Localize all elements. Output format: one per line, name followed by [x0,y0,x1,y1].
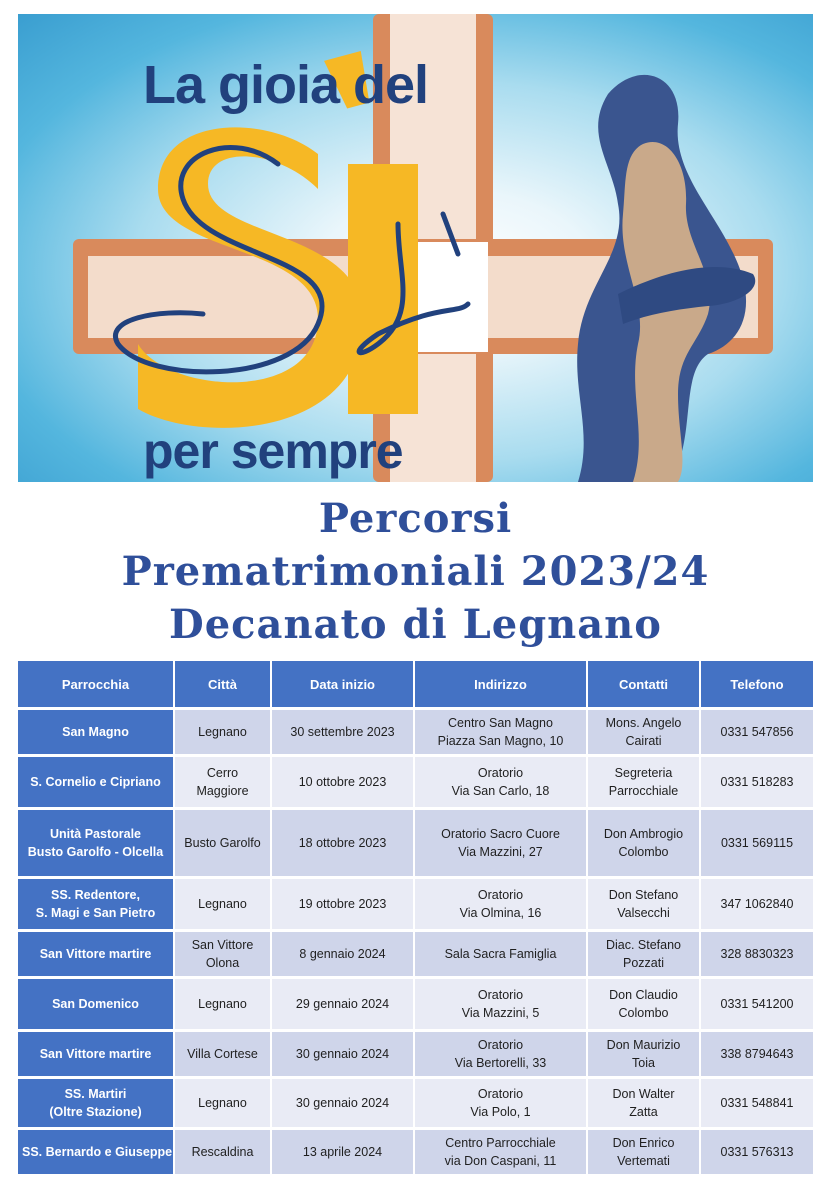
header-data-inizio: Data inizio [272,661,415,707]
cell-citta-line: Rescaldina [191,1145,254,1159]
cell-indirizzo [415,1032,588,1076]
table-row [18,757,813,807]
cell-indirizzo-line: Centro Parrocchiale [445,1136,556,1150]
cell-citta [175,810,272,876]
cell-contatti [588,810,701,876]
cell-indirizzo-line: via Don Caspani, 11 [444,1154,557,1168]
cell-citta-line: Legnano [198,1096,247,1110]
header-telefono: Telefono [701,661,813,707]
table-row [18,810,813,876]
header-contatti: Contatti [588,661,701,707]
table-row [18,932,813,976]
cell-contatti [588,1032,701,1076]
cell-data-inizio: 13 aprile 2024 [272,1130,415,1174]
cell-parrocchia-line: (Oltre Stazione) [49,1105,142,1119]
cell-parrocchia-line: San Domenico [52,997,139,1011]
cell-indirizzo [415,810,588,876]
cell-telefono: 0331 576313 [701,1130,813,1174]
cell-contatti-line: Vertemati [617,1154,670,1168]
cell-citta [175,979,272,1029]
cell-indirizzo-line: Via Olmina, 16 [459,906,542,920]
table-row [18,1130,813,1174]
cell-contatti-line: Diac. Stefano [605,938,682,952]
cell-parrocchia [18,1130,175,1174]
cell-indirizzo [415,979,588,1029]
cell-citta [175,757,272,807]
cell-parrocchia [18,932,175,976]
cell-parrocchia-line: S. Magi e San Pietro [35,906,156,920]
cell-contatti [588,1130,701,1174]
table-header-row [18,661,813,707]
header-parrocchia: Parrocchia [18,661,175,707]
cell-parrocchia-line: SS. Bernardo e Giuseppe [22,1145,173,1159]
banner-tagline-bottom: per sempre [143,423,403,479]
cell-telefono: 0331 547856 [701,710,813,754]
header-indirizzo: Indirizzo [415,661,588,707]
cell-citta [175,879,272,929]
cell-contatti [588,979,701,1029]
cell-citta-line: Cerro [206,766,239,780]
cell-data-inizio: 18 ottobre 2023 [272,810,415,876]
cell-citta-line: Busto Garolfo [184,836,261,850]
cell-citta-line: Legnano [198,997,247,1011]
cell-contatti-line: Don Claudio [609,988,678,1002]
table-row [18,979,813,1029]
cell-parrocchia [18,979,175,1029]
cell-indirizzo-line: Centro San Magno [448,716,553,730]
cell-data-inizio: 30 settembre 2023 [272,710,415,754]
cell-citta-line: San Vittore [191,938,254,952]
cell-contatti [588,932,701,976]
cell-indirizzo-line: Via Mazzini, 5 [461,1006,540,1020]
cell-contatti-line: Don Stefano [608,888,679,902]
cell-parrocchia-line: San Vittore martire [39,1047,152,1061]
cell-contatti-line: Segreteria [614,766,673,780]
cell-indirizzo-line: Oratorio [477,1087,524,1101]
cell-telefono: 0331 541200 [701,979,813,1029]
cell-indirizzo-line: Via Polo, 1 [470,1105,531,1119]
cell-parrocchia-line: SS. Martiri [64,1087,127,1101]
cell-parrocchia [18,810,175,876]
cell-indirizzo [415,1130,588,1174]
title-line-1: Percorsi [318,495,513,542]
cell-contatti-line: Don Maurizio [606,1038,681,1052]
cell-indirizzo [415,710,588,754]
cell-parrocchia [18,757,175,807]
cell-parrocchia-line: San Magno [62,725,129,739]
cell-indirizzo-line: Via Bertorelli, 33 [454,1056,547,1070]
cell-contatti-line: Colombo [618,1006,669,1020]
cell-contatti-line: Valsecchi [617,906,670,920]
cell-indirizzo [415,757,588,807]
cell-indirizzo [415,879,588,929]
cell-indirizzo-line: Oratorio [477,888,524,902]
cell-contatti [588,1079,701,1127]
page-title [0,492,831,651]
cell-contatti-line: Don Enrico [612,1136,675,1150]
cell-contatti [588,757,701,807]
cell-parrocchia-line: Unità Pastorale [49,827,141,841]
cell-contatti-line: Pozzati [623,956,664,970]
cell-data-inizio: 8 gennaio 2024 [272,932,415,976]
cell-indirizzo [415,932,588,976]
cell-indirizzo [415,1079,588,1127]
cell-citta-line: Maggiore [196,784,249,798]
cell-parrocchia-line: Busto Garolfo - Olcella [27,845,164,859]
cell-indirizzo-line: Oratorio [477,1038,524,1052]
cell-indirizzo-line: Sala Sacra Famiglia [444,947,557,961]
cell-parrocchia-line: San Vittore martire [39,947,152,961]
cell-data-inizio: 30 gennaio 2024 [272,1032,415,1076]
cell-contatti-line: Cairati [625,734,662,748]
cell-data-inizio: 19 ottobre 2023 [272,879,415,929]
cell-telefono: 347 1062840 [701,879,813,929]
cell-contatti-line: Parrocchiale [608,784,679,798]
cell-telefono: 0331 548841 [701,1079,813,1127]
cell-parrocchia-line: SS. Redentore, [51,888,140,902]
cell-indirizzo-line: Via Mazzini, 27 [458,845,543,859]
cell-contatti [588,879,701,929]
cell-citta-line: Legnano [198,897,247,911]
cell-data-inizio: 29 gennaio 2024 [272,979,415,1029]
cell-contatti-line: Colombo [618,845,669,859]
cell-contatti-line: Don Ambrogio [603,827,684,841]
cell-citta [175,1130,272,1174]
cell-telefono: 328 8830323 [701,932,813,976]
cell-citta [175,1032,272,1076]
cell-telefono: 0331 569115 [701,810,813,876]
cell-data-inizio: 30 gennaio 2024 [272,1079,415,1127]
header-citta: Città [175,661,272,707]
cell-data-inizio: 10 ottobre 2023 [272,757,415,807]
cell-parrocchia [18,879,175,929]
schedule-table [18,661,813,1177]
title-line-2: Prematrimoniali 2023/24 [121,548,710,595]
cell-citta-line: Villa Cortese [187,1047,258,1061]
cell-contatti-line: Zatta [629,1105,658,1119]
cell-contatti-line: Toia [632,1056,655,1070]
cell-parrocchia [18,1032,175,1076]
cell-contatti [588,710,701,754]
cell-parrocchia [18,710,175,754]
table-body [18,710,813,1174]
banner-tagline-top: La gioia del [143,55,429,115]
cell-telefono: 0331 518283 [701,757,813,807]
table-row [18,710,813,754]
table-row [18,879,813,929]
cell-citta-line: Legnano [198,725,247,739]
banner-image [18,14,813,482]
cell-citta [175,932,272,976]
cell-indirizzo-line: Oratorio [477,766,524,780]
cell-citta [175,1079,272,1127]
title-line-3: Decanato di Legnano [169,601,662,648]
cell-citta-line: Olona [205,956,240,970]
cell-citta [175,710,272,754]
cell-telefono: 338 8794643 [701,1032,813,1076]
cell-indirizzo-line: Via San Carlo, 18 [451,784,550,798]
cell-indirizzo-line: Oratorio Sacro Cuore [441,827,560,841]
cell-parrocchia-line: S. Cornelio e Cipriano [30,775,161,789]
cell-indirizzo-line: Piazza San Magno, 10 [437,734,564,748]
cell-parrocchia [18,1079,175,1127]
couple-figure-graphic [577,75,755,482]
cell-contatti-line: Don Walter [612,1087,675,1101]
table-row [18,1032,813,1076]
cell-indirizzo-line: Oratorio [477,988,524,1002]
cell-contatti-line: Mons. Angelo [605,716,682,730]
table-row [18,1079,813,1127]
